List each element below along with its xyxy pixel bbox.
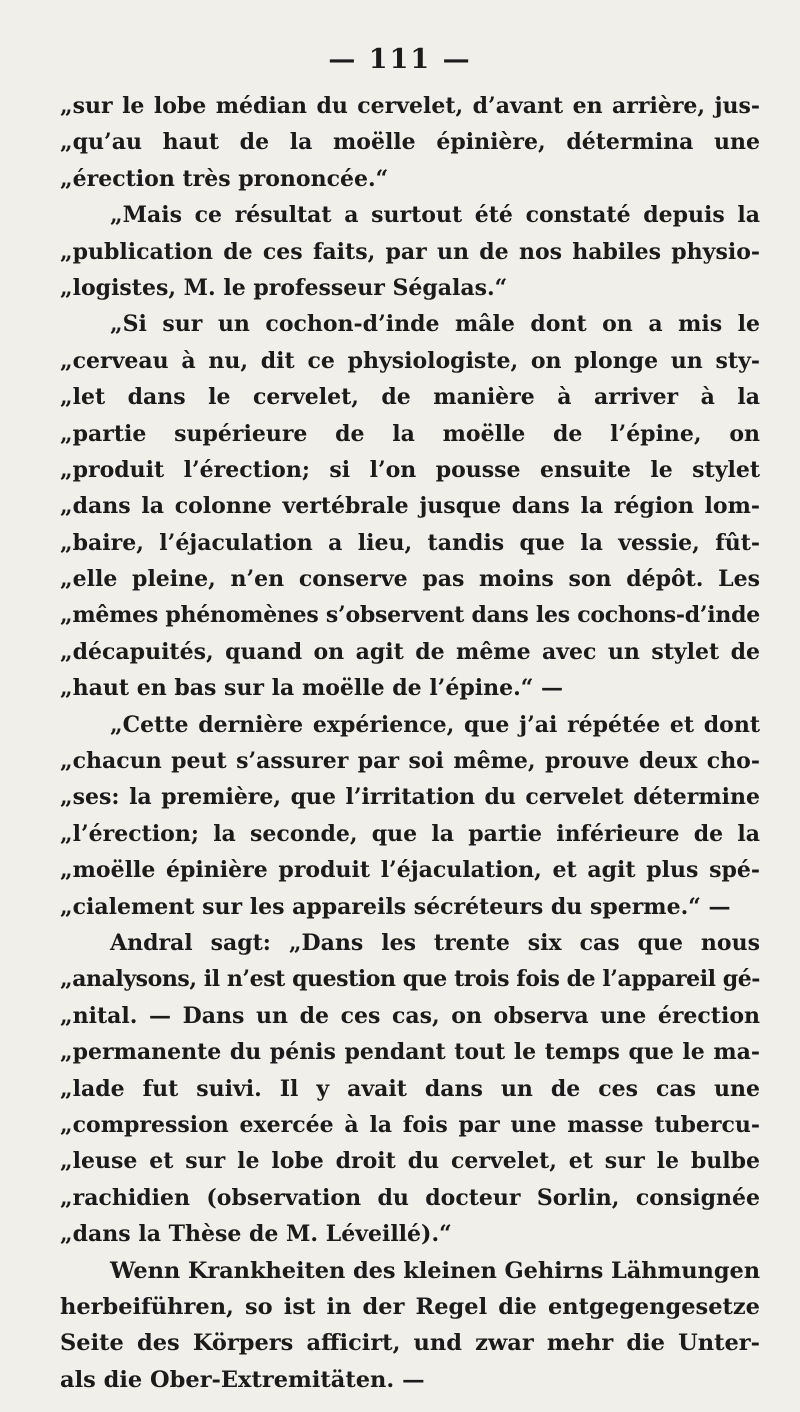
text-line: „baire, l’éjaculation a lieu, tandis que la vessie, fût- bbox=[60, 529, 760, 556]
page-number: — 111 — bbox=[328, 44, 472, 75]
text-line: „cialement sur les appareils sécréteurs du sperme.“ — bbox=[60, 893, 731, 920]
text-line: „produit l’érection; si l’on pousse ensuite le stylet bbox=[60, 456, 760, 483]
text-line: „cerveau à nu, dit ce physiologiste, on plonge un sty- bbox=[60, 347, 760, 374]
text-line: „compression exercée à la fois par une masse tubercu- bbox=[60, 1111, 760, 1138]
text-line: „érection très prononcée.“ bbox=[60, 165, 389, 192]
text-line: „Cette dernière expérience, que j’ai répétée et dont bbox=[110, 711, 760, 738]
text-line: „elle pleine, n’en conserve pas moins son dépôt. Les bbox=[60, 566, 760, 593]
text-line: „Si sur un cochon-d’inde mâle dont on a mis le bbox=[110, 311, 760, 338]
text-line: „leuse et sur le lobe droit du cervelet, et sur le bulbe bbox=[60, 1148, 760, 1175]
text-line: „permanente du pénis pendant tout le temps que le ma- bbox=[60, 1039, 760, 1066]
text-line: „moëlle épinière produit l’éjaculation, et agit plus spé- bbox=[60, 857, 760, 884]
text-line: „let dans le cervelet, de manière à arriver à la bbox=[60, 384, 760, 411]
text-line: „lade fut suivi. Il y avait dans un de ces cas une bbox=[60, 1075, 760, 1102]
text-line: „mêmes phénomènes s’observent dans les cochons-d’inde bbox=[60, 602, 760, 629]
text-line: herbeiführen, so ist in der Regel die entgegengesetze bbox=[60, 1293, 760, 1320]
text-line: „chacun peut s’assurer par soi même, prouve deux cho- bbox=[60, 748, 760, 775]
text-line: „nital. — Dans un de ces cas, on observa une érection bbox=[60, 1002, 760, 1029]
text-line: „dans la colonne vertébrale jusque dans la région lom- bbox=[60, 493, 760, 520]
text-line: „ses: la première, que l’irritation du cervelet détermine bbox=[60, 784, 760, 811]
text-line: Andral sagt: „Dans les trente six cas que nous bbox=[110, 929, 760, 956]
text-line: als die Ober-Extremitäten. — bbox=[60, 1366, 425, 1393]
text-line: Wenn Krankheiten des kleinen Gehirns Lähmungen bbox=[110, 1257, 760, 1284]
text-line: „haut en bas sur la moëlle de l’épine.“ — bbox=[60, 675, 564, 702]
text-line: Seite des Körpers afficirt, und zwar mehr die Unter- bbox=[60, 1330, 760, 1357]
text-line: „logistes, M. le professeur Ségalas.“ bbox=[60, 274, 508, 301]
text-line: „rachidien (observation du docteur Sorlin, consignée bbox=[60, 1184, 760, 1211]
text-line: „analysons, il n’est question que trois fois de l’appareil gé- bbox=[60, 966, 760, 993]
text-line: „partie supérieure de la moëlle de l’épine, on bbox=[60, 420, 760, 447]
text-line: „décapuités, quand on agit de même avec un stylet de bbox=[60, 638, 760, 665]
text-line: „dans la Thèse de M. Léveillé).“ bbox=[60, 1221, 452, 1248]
body-text bbox=[60, 88, 760, 1398]
text-line: „sur le lobe médian du cervelet, d’avant en arrière, jus- bbox=[60, 93, 760, 119]
text-line: „Mais ce résultat a surtout été constaté depuis la bbox=[110, 202, 760, 229]
text-line: „qu’au haut de la moëlle épinière, détermina une bbox=[60, 129, 760, 156]
text-line: „publication de ces faits, par un de nos habiles physio- bbox=[60, 238, 760, 265]
text-line: „l’érection; la seconde, que la partie inférieure de la bbox=[60, 820, 760, 847]
